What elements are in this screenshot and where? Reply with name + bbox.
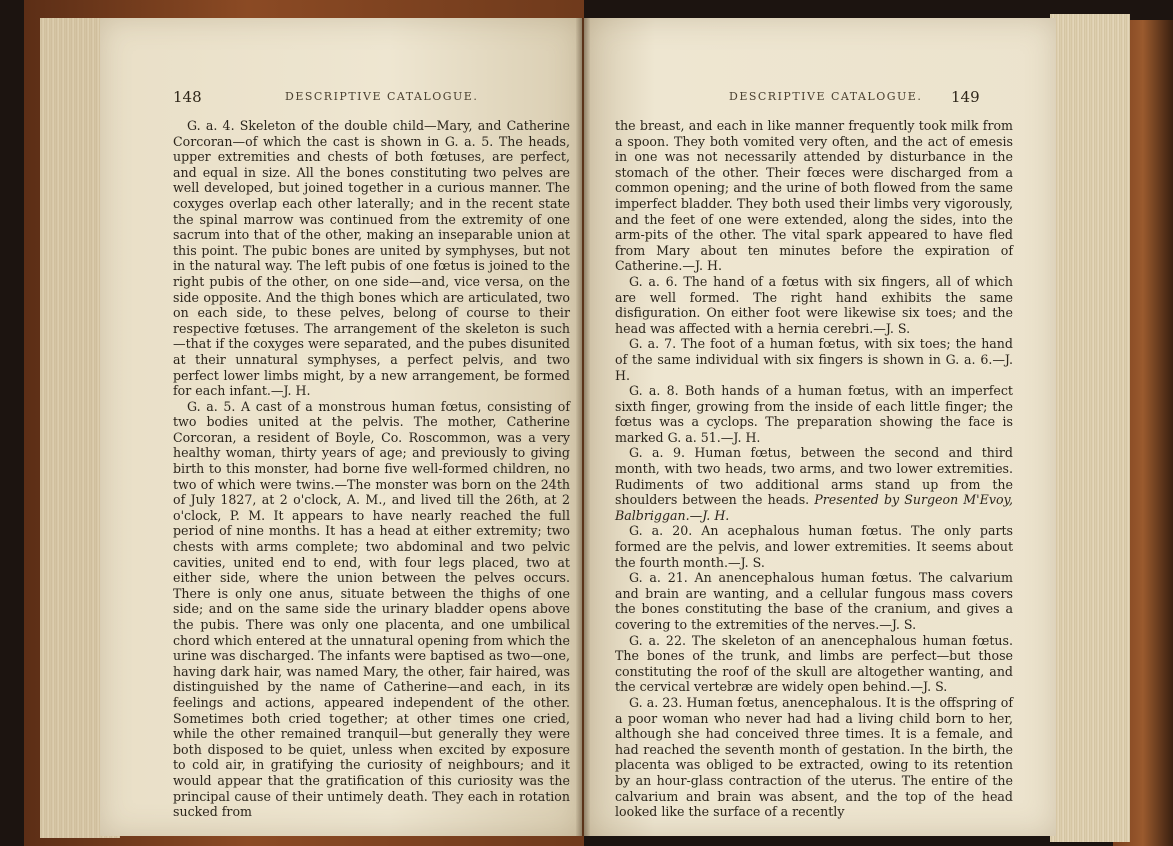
entry-paragraph: the breast, and each in like manner frequently took milk from a spoon. They both vomited very often, and the act of emesis in one was not necessarily attended by disturbance in the stomach of the other. Their fœces were discharged from a common opening; and the urine of both flowed from the same imperfect bladder. They both used their limbs very vigorously, and the feet of one were extended, along the sides, into the arm-pits of the other. The vital spark appeared to have fled from Mary about ten minutes before the expiration of Catherine.—J. H. — [615, 118, 1013, 274]
running-head: DESCRIPTIVE CATALOGUE. — [729, 90, 923, 103]
entry-paragraph: G. a. 22. The skeleton of an anencephalous human fœtus. The bones of the trunk, and limbs are perfect—but those constituting the roof of the skull are altogether wanting, and the cervical vertebræ are widely open behind.—J. S. — [615, 632, 1013, 695]
page-number: 149 — [951, 88, 980, 106]
right-page-body — [615, 118, 1013, 820]
entry-paragraph: G. a. 6. The hand of a fœtus with six fingers, all of which are well formed. The right hand exhibits the same disfiguration. On either foot were likewise six toes; and the head was affected with a hernia cerebri.—J. S. — [615, 273, 1013, 336]
entry-paragraph: G. a. 4. Skeleton of the double child—Mary, and Catherine Corcoran—of which the cast is shown in G. a. 5. The heads, upper extremities and chests of both fœtuses, are perfect, and equal in size. All the bones constituting two pelves are well developed, but joined together in a curious manner. The coxyges overlap each other laterally; and in the recent state the spinal marrow was continued from the extremity of one sacrum into that of the other, making an inseparable union at this point. The pubic bones are united by symphyses, but not in the natural way. The left pubis of one fœtus is joined to the right pubis of the other, on one side—and, vice versa, on the side opposite. And the thigh bones which are articulated, two on each side, to these pelves, belong of course to their respective fœtuses. The arrangement of the skeleton is such—that if the coxyges were separated, and the pubes disunited at their unnatural symphyses, a perfect pelvis, and two perfect lower limbs might, by a new arrangement, be formed for each infant.—J. H. — [173, 118, 570, 399]
entry-paragraph: G. a. 21. An anencephalous human fœtus. The calvarium and brain are wanting, and a cellular fungous mass covers the bones constituting the base of the cranium, and gives a covering to the extremities of the nerves.—J. S. — [615, 570, 1013, 632]
presented-by-credit: Presented by Surgeon M'Evoy, Balbriggan.—J. H. — [615, 492, 1013, 523]
book-gutter — [576, 18, 590, 836]
entry-paragraph — [615, 445, 1013, 523]
entry-paragraph: G. a. 7. The foot of a human fœtus, with six toes; the hand of the same individual with six fingers is shown in G. a. 6.—J. H. — [615, 336, 1013, 383]
entry-paragraph: G. a. 5. A cast of a monstrous human fœtus, consisting of two bodies united at the pelvis. The mother, Catherine Corcoran, a resident of Boyle, Co. Roscommon, was a very healthy woman, thirty years of age; and previously to giving birth to this monster, had borne five well-formed children, no two of which were twins.—The monster was born on the 24th of July 1827, at 2 o'clock, A. M., and lived till the 26th, at 2 o'clock, P. M. It appears to have nearly reached the full period of nine months. It has a head at either extremity; two chests with arms complete; two abdominal and two pelvic cavities, united end to end, with four legs placed, two at either side, where the union between the pelves occurs. There is only one anus, situate between the thighs of one side; and on the same side the urinary bladder opens above the pubis. There was only one placenta, and one umbilical chord which entered at the unnatural opening from which the urine was discharged. The infants were baptised as two—one, having dark hair, was named Mary, the other, fair haired, was distinguished by the name of Catherine—and each, in its feelings and actions, appeared independent of the other. Sometimes both cried together; at other times one cried, while the other remained tranquil—but generally they were both disposed to be quiet, unless when excited by exposure to cold air, in gratifying the curiosity of neighbours; and it would appear that the gratification of this curiosity was the principal cause of their untimely death. They each in rotation sucked from — [173, 398, 570, 820]
entry-paragraph: G. a. 8. Both hands of a human fœtus, with an imperfect sixth finger, growing from the inside of each little finger; the fœtus was a cyclops. The preparation showing the face is marked G. a. 51.—J. H. — [615, 383, 1013, 445]
entry-paragraph: G. a. 20. An acephalous human fœtus. The only parts formed are the pelvis, and lower extremities. It seems about the fourth month.—J. S. — [615, 523, 1013, 570]
right-page — [584, 18, 1056, 836]
page-edges-right — [1050, 14, 1130, 842]
entry-text: G. a. 9. Human fœtus, between the second and third month, with two heads, two arms, and two lower extremities. Rudiments of two additional arms stand up from the shoulders between the heads. — [615, 445, 1013, 508]
running-head: DESCRIPTIVE CATALOGUE. — [285, 90, 479, 103]
entry-paragraph: G. a. 23. Human fœtus, anencephalous. It is the offspring of a poor woman who never had had a living child born to her, although she had conceived three times. It is a female, and had reached the seventh month of gestation. In the birth, the placenta was obliged to be extracted, owing to its retention by an hour-glass contraction of the uterus. The entire of the calvarium and brain was absent, and the top of the head looked like the surface of a recently — [615, 694, 1013, 820]
page-number: 148 — [173, 88, 202, 106]
left-page-body — [173, 118, 570, 820]
left-page — [100, 18, 582, 836]
